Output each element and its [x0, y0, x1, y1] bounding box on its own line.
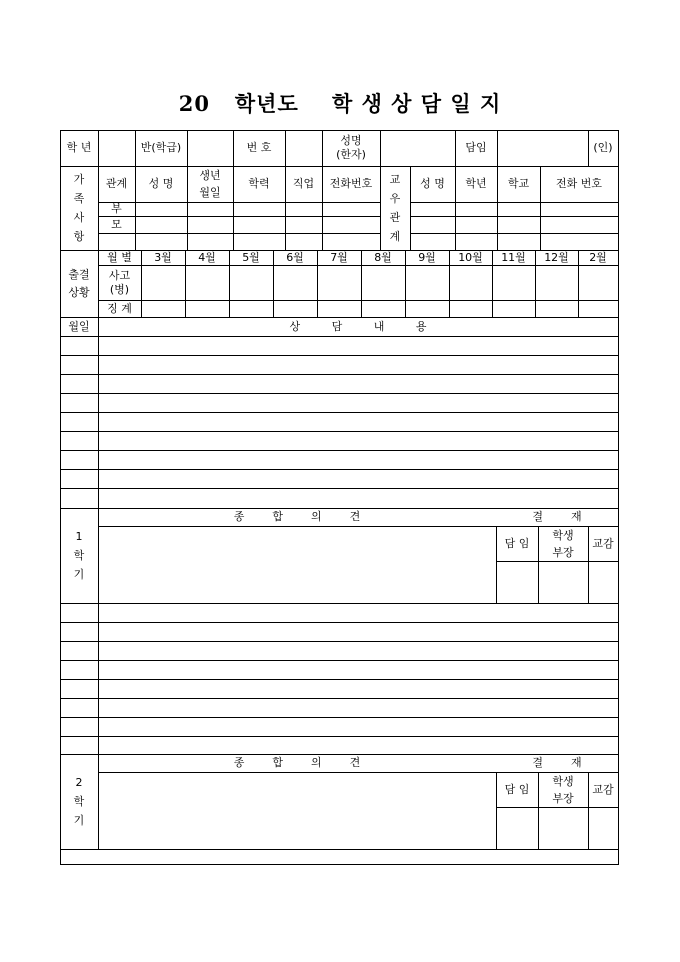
semester1-approval-head: 학생 부장 — [552, 528, 574, 559]
attendance-month-7: 9월 — [418, 250, 436, 264]
sibling-col-school: 학교 — [507, 177, 530, 190]
rule-line — [496, 807, 619, 808]
semester2-approval-header: 결 재 — [532, 756, 582, 769]
rule-line — [98, 300, 619, 301]
semester1-approval-header: 결 재 — [532, 510, 582, 523]
class-label: 반(학급) — [140, 141, 182, 154]
semester2-approval-homeroom: 담 임 — [504, 782, 530, 796]
semester2-label: 2 학 기 — [73, 776, 85, 827]
family-row-mother: 모 — [111, 217, 122, 231]
sibling-col-grade: 학년 — [465, 177, 487, 190]
counsel-row-line — [60, 660, 619, 661]
semester1-approval-homeroom: 담 임 — [504, 536, 530, 550]
grade-label: 학 년 — [66, 141, 92, 154]
rule-line — [380, 130, 381, 167]
rule-line — [98, 317, 99, 509]
seal-label: (인) — [593, 141, 613, 154]
name-label: 성명 (한자) — [336, 134, 366, 161]
attendance-month-3: 5월 — [242, 250, 260, 264]
semester1-approval-vice-principal: 교감 — [592, 536, 614, 550]
attendance-month-4: 6월 — [286, 250, 304, 264]
sibling-section-label: 교 우 관 계 — [389, 173, 401, 243]
rule-line — [98, 265, 619, 266]
counsel-row-line — [60, 469, 619, 470]
attendance-month-2: 4월 — [198, 250, 216, 264]
family-col-job: 직업 — [292, 177, 315, 190]
attendance-month-5: 7월 — [330, 250, 348, 264]
semester1-opinion-header: 종 합 의 견 — [233, 510, 361, 523]
attendance-month-1: 3월 — [154, 250, 172, 264]
rule-line — [285, 130, 286, 167]
rule-line — [496, 561, 619, 562]
homeroom-label: 담임 — [465, 141, 487, 154]
rule-line — [98, 216, 381, 217]
rule-line — [98, 202, 381, 203]
counsel-row-line — [60, 393, 619, 394]
counsel-row-line — [60, 622, 619, 623]
form-border-bottom — [60, 864, 619, 865]
document-title: 20 학년도 학 생 상 담 일 지 — [178, 91, 502, 116]
family-col-phone: 전화번호 — [329, 177, 373, 190]
attendance-month-10: 12월 — [544, 250, 569, 264]
number-label: 번 호 — [246, 141, 272, 154]
semester2-opinion-header: 종 합 의 견 — [233, 756, 361, 769]
counsel-row-line — [60, 355, 619, 356]
counsel-row-line — [60, 736, 619, 737]
rule-line — [410, 202, 619, 203]
counsel-row-line — [60, 641, 619, 642]
rule-line — [187, 130, 188, 167]
counsel-content-header: 상 담 내 용 — [289, 319, 427, 333]
rule-line — [410, 233, 619, 234]
counsel-row-line — [60, 450, 619, 451]
rule-line — [410, 216, 619, 217]
counsel-row-line — [60, 412, 619, 413]
attendance-discipline-label: 징 계 — [107, 301, 132, 315]
semester2-approval-vice-principal: 교감 — [592, 782, 614, 796]
counseling-form — [60, 130, 618, 864]
attendance-section-label: 출결 상황 — [68, 267, 90, 299]
family-section-label: 가 족 사 항 — [73, 173, 85, 243]
semester1-block-bottom — [60, 603, 619, 604]
counsel-row-line — [60, 431, 619, 432]
family-col-education: 학력 — [248, 177, 270, 190]
sibling-col-phone: 전화 번호 — [555, 177, 602, 190]
counsel-row-line — [60, 717, 619, 718]
attendance-by-month: 월 별 — [107, 250, 132, 264]
counsel-row-line — [60, 698, 619, 699]
attendance-month-6: 8월 — [374, 250, 392, 264]
semester2-approval-head: 학생 부장 — [552, 774, 574, 805]
family-row-father: 부 — [111, 202, 122, 215]
family-col-name: 성 명 — [148, 177, 174, 190]
attendance-month-8: 10월 — [458, 250, 483, 264]
counsel-row-line — [60, 679, 619, 680]
rule-line — [98, 233, 381, 234]
counsel-row-line — [60, 374, 619, 375]
rule-line — [497, 130, 498, 167]
semester1-label: 1 학 기 — [73, 530, 85, 581]
counsel-date-header: 월일 — [68, 319, 90, 333]
attendance-month-11: 2월 — [589, 250, 607, 264]
sibling-col-name: 성 명 — [420, 177, 445, 190]
rule-line — [98, 130, 99, 167]
counsel-row-line — [60, 488, 619, 489]
family-col-birth: 생년 월일 — [199, 169, 221, 199]
attendance-month-9: 11월 — [501, 250, 526, 264]
semester2-block-bottom — [60, 849, 619, 850]
attendance-accident-label: 사고 (병) — [108, 268, 131, 296]
counsel-row-line — [60, 336, 619, 337]
family-col-relation: 관계 — [105, 177, 128, 190]
